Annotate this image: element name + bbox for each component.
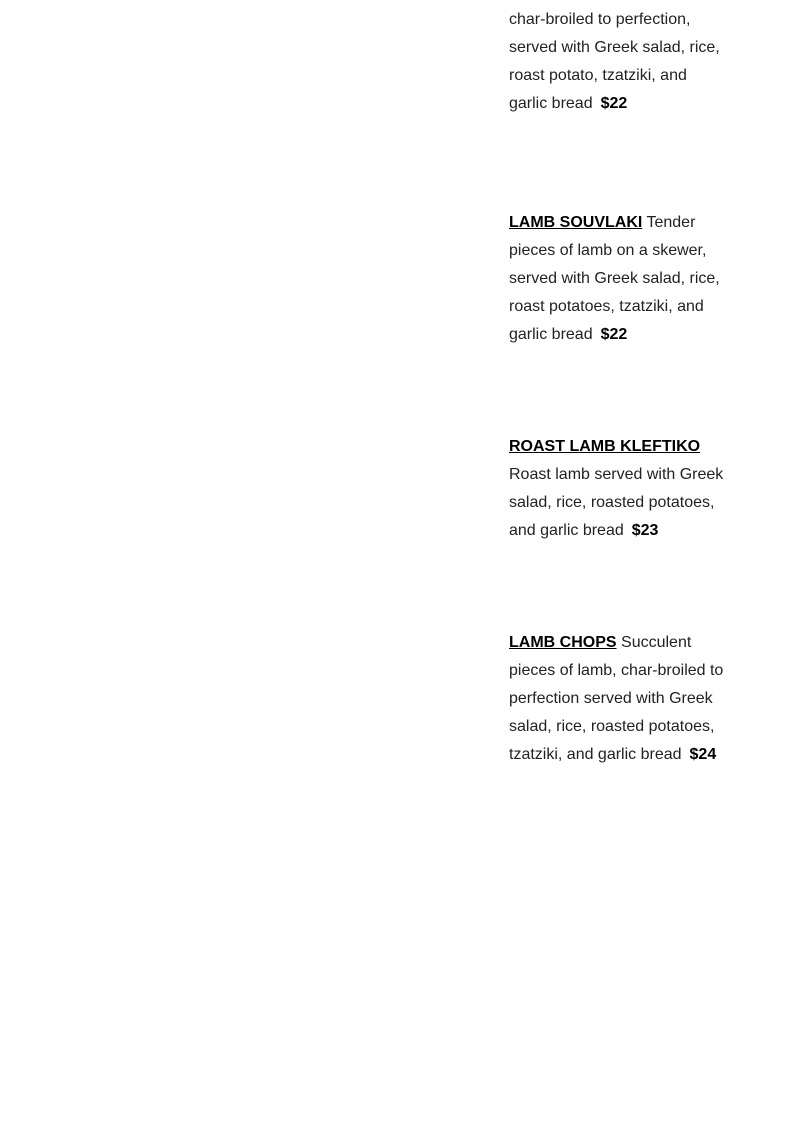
menu-item-price: $22 [600,326,628,343]
menu-item-description: Tender pieces of lamb on a skewer, served with Greek salad, rice, roast potatoes, tzatziki, and garlic bread [509,214,720,343]
menu-item-price: $24 [689,746,717,763]
menu-item-description: Roast lamb served with Greek salad, rice, roasted potatoes, and garlic bread [509,466,724,539]
menu-item-price: $22 [600,95,628,112]
menu-item-description: Succulent pieces of lamb, char-broiled to perfection served with Greek salad, rice, roasted potatoes, tzatziki, and garlic bread [509,634,724,763]
menu-item-price: $23 [631,522,659,539]
menu-item-description: char-broiled to perfection, served with Greek salad, rice, roast potato, tzatziki, and garlic bread [509,11,720,112]
menu-item-roast-lamb-kleftiko [509,433,725,545]
menu-item-name-link[interactable]: LAMB SOUVLAKI [509,214,643,231]
menu-item-lamb-partial [509,0,725,118]
menu-item-name-link[interactable]: ROAST LAMB KLEFTIKO [509,438,701,455]
menu-item-lamb-souvlaki [509,209,725,349]
menu-item-lamb-chops [509,629,725,769]
menu-item-name-link[interactable]: LAMB CHOPS [509,634,617,651]
